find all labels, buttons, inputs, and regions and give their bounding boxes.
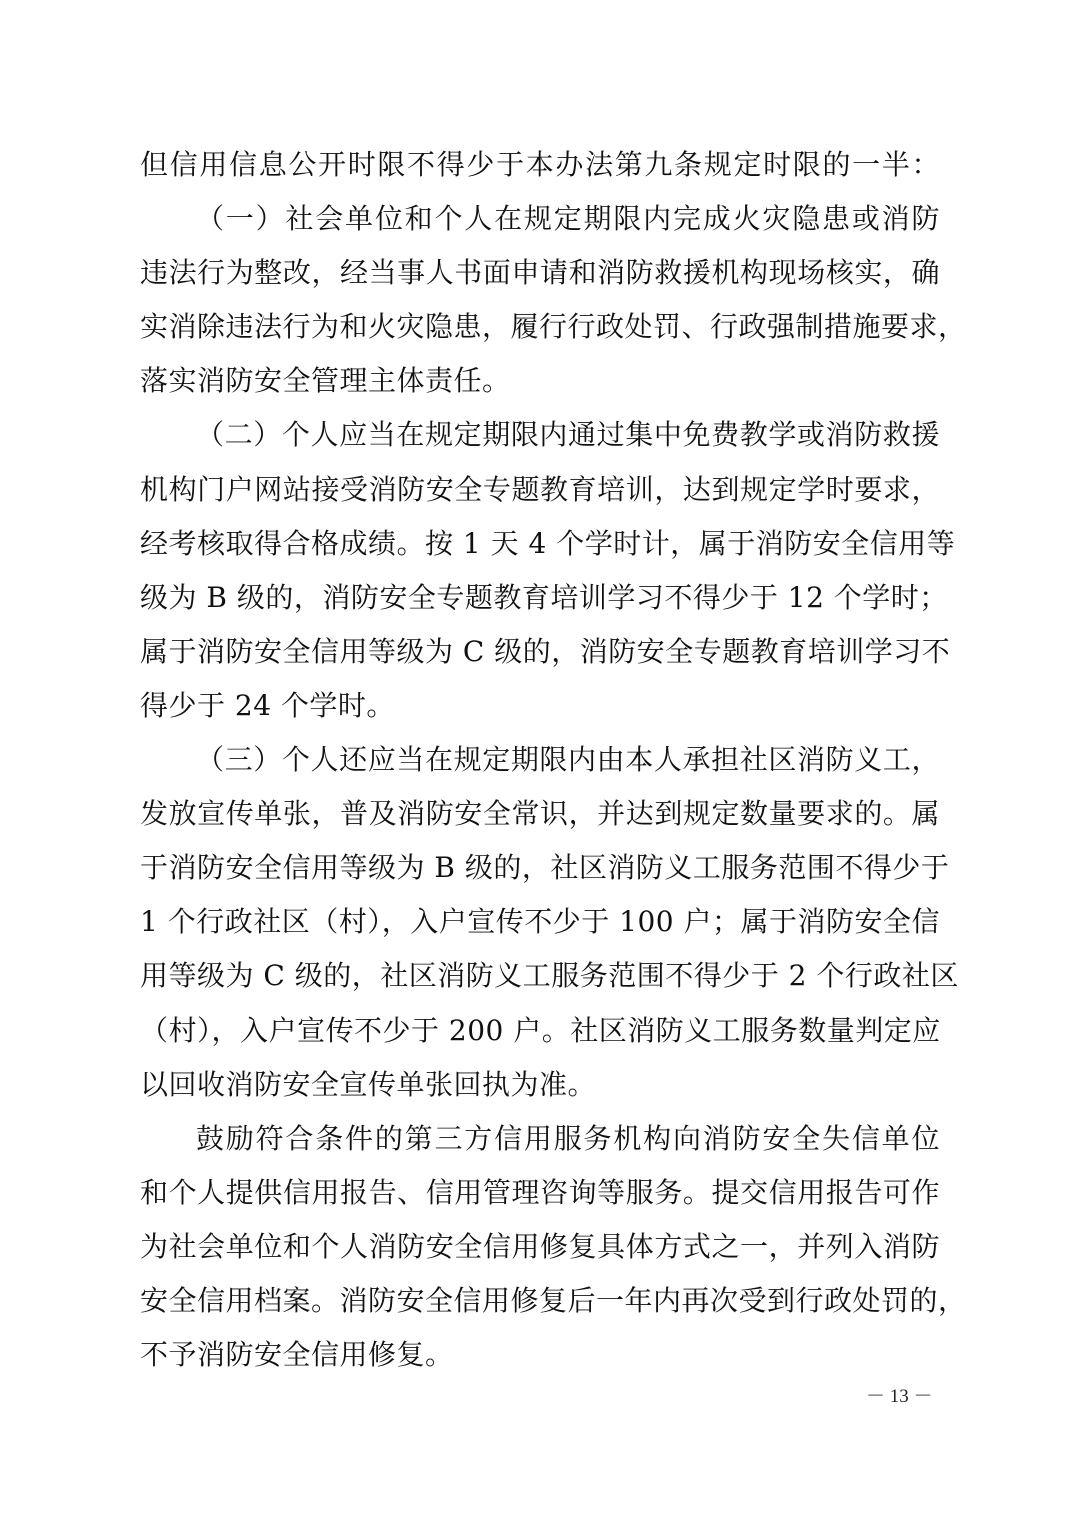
text-line: （二）个人应当在规定期限内通过集中免费教学或消防救援	[196, 418, 940, 452]
text-line: 实消除违法行为和火灾隐患，履行行政处罚、行政强制措施要求，	[140, 310, 967, 344]
text-line: 和个人提供信用报告、信用管理咨询等服务。提交信用报告可作	[140, 1175, 940, 1209]
text-line: 得少于 24 个学时。	[140, 688, 395, 722]
text-line: 鼓励符合条件的第三方信用服务机构向消防安全失信单位	[196, 1121, 940, 1155]
page-number: － 13 －	[866, 1386, 933, 1407]
text-line: 以回收消防安全宣传单张回执为准。	[140, 1067, 597, 1101]
text-line: 不予消防安全信用修复。	[140, 1338, 454, 1372]
body-text	[140, 138, 967, 1382]
text-line: 安全信用档案。消防安全信用修复后一年内再次受到行政处罚的，	[140, 1283, 967, 1317]
text-line: 1 个行政社区（村），入户宣传不少于 100 户；属于消防安全信	[140, 905, 940, 939]
text-line: 用等级为 C 级的，社区消防义工服务范围不得少于 2 个行政社区	[140, 959, 959, 993]
text-line: 经考核取得合格成绩。按 1 天 4 个学时计，属于消防安全信用等	[140, 526, 956, 560]
text-line: 落实消防安全管理主体责任。	[140, 364, 511, 398]
text-line: 为社会单位和个人消防安全信用修复具体方式之一，并列入消防	[140, 1229, 940, 1263]
text-line: （村），入户宣传不少于 200 户。社区消防义工服务数量判定应	[140, 1013, 941, 1047]
text-line: （一）社会单位和个人在规定期限内完成火灾隐患或消防	[196, 202, 940, 236]
text-line: 机构门户网站接受消防安全专题教育培训，达到规定学时要求，	[140, 472, 940, 506]
text-line: 违法行为整改，经当事人书面申请和消防救援机构现场核实，确	[140, 256, 940, 290]
text-line: 级为 B 级的，消防安全专题教育培训学习不得少于 12 个学时；	[140, 580, 948, 614]
text-line: 但信用信息公开时限不得少于本办法第九条规定时限的一半：	[140, 148, 940, 181]
text-line: 属于消防安全信用等级为 C 级的，消防安全专题教育培训学习不	[140, 634, 951, 668]
text-line: 于消防安全信用等级为 B 级的，社区消防义工服务范围不得少于	[140, 851, 950, 885]
text-line: （三）个人还应当在规定期限内由本人承担社区消防义工，	[196, 743, 940, 777]
text-line: 发放宣传单张，普及消防安全常识，并达到规定数量要求的。属	[140, 797, 940, 831]
